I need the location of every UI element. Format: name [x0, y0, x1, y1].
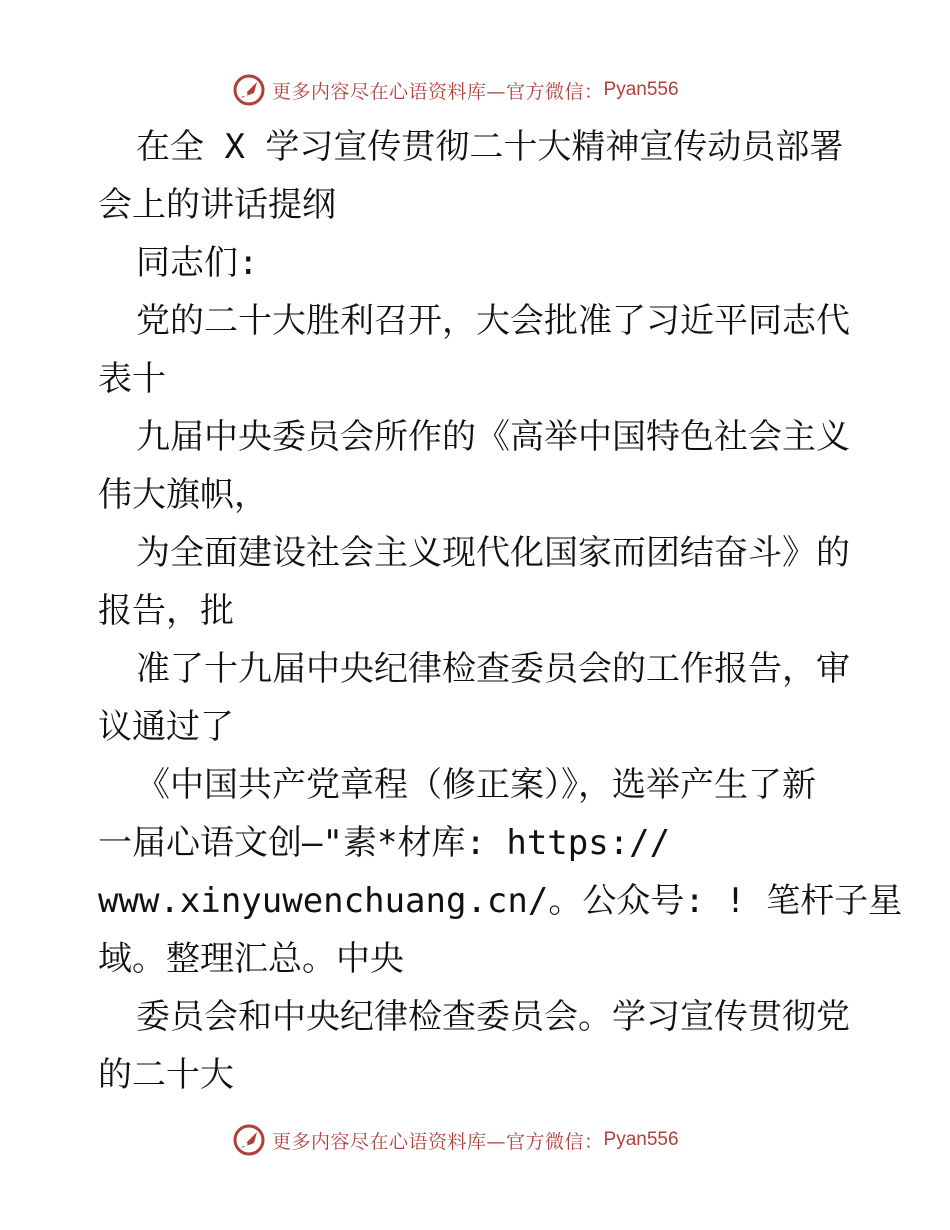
salutation: 同志们: [136, 243, 259, 283]
text-line: 伟大旗帜， [98, 475, 268, 515]
footer-contact-id: Pyan556 [603, 1129, 679, 1150]
text-line: 党的二十大胜利召开，大会批准了习近平同志代 [136, 301, 850, 341]
header-slogan: 更多内容尽在心语资料库— [272, 80, 507, 103]
text-line: 九届中央委员会所作的《高举中国特色社会主义 [136, 417, 850, 457]
header-banner [232, 70, 679, 110]
text-line: 一届心语文创—"素*材库: https:// [98, 823, 671, 863]
text-line: 域。整理汇总。中央 [98, 939, 404, 979]
text-line: 准了十九届中央纪律检查委员会的工作报告，审 [136, 649, 850, 689]
header-contact-id: Pyan556 [603, 79, 679, 100]
header-contact-label: 官方微信： [506, 80, 604, 103]
text-line: www.xinyuwenchuang.cn/。公众号: ! 笔杆子星 [98, 881, 903, 921]
footer-banner [232, 1120, 679, 1160]
footer-slogan: 更多内容尽在心语资料库— [272, 1130, 507, 1153]
text-line: 议通过了 [98, 707, 234, 747]
footer-contact-label: 官方微信： [506, 1130, 604, 1153]
title-line-1: 在全 X 学习宣传贯彻二十大精神宣传动员部署 [136, 127, 844, 167]
text-line: 《中国共产党章程（修正案）》，选举产生了新 [136, 765, 816, 805]
text-line: 报告，批 [98, 591, 234, 631]
text-line: 委员会和中央纪律检查委员会。学习宣传贯彻党 [136, 997, 850, 1037]
quill-logo-icon [232, 1123, 266, 1157]
document-body [98, 118, 903, 1104]
text-line: 表十 [98, 359, 166, 399]
text-line: 为全面建设社会主义现代化国家而团结奋斗》的 [136, 533, 850, 573]
quill-logo-icon [232, 73, 266, 107]
title-line-2: 会上的讲话提纲 [98, 185, 336, 225]
text-line: 的二十大 [98, 1055, 234, 1095]
